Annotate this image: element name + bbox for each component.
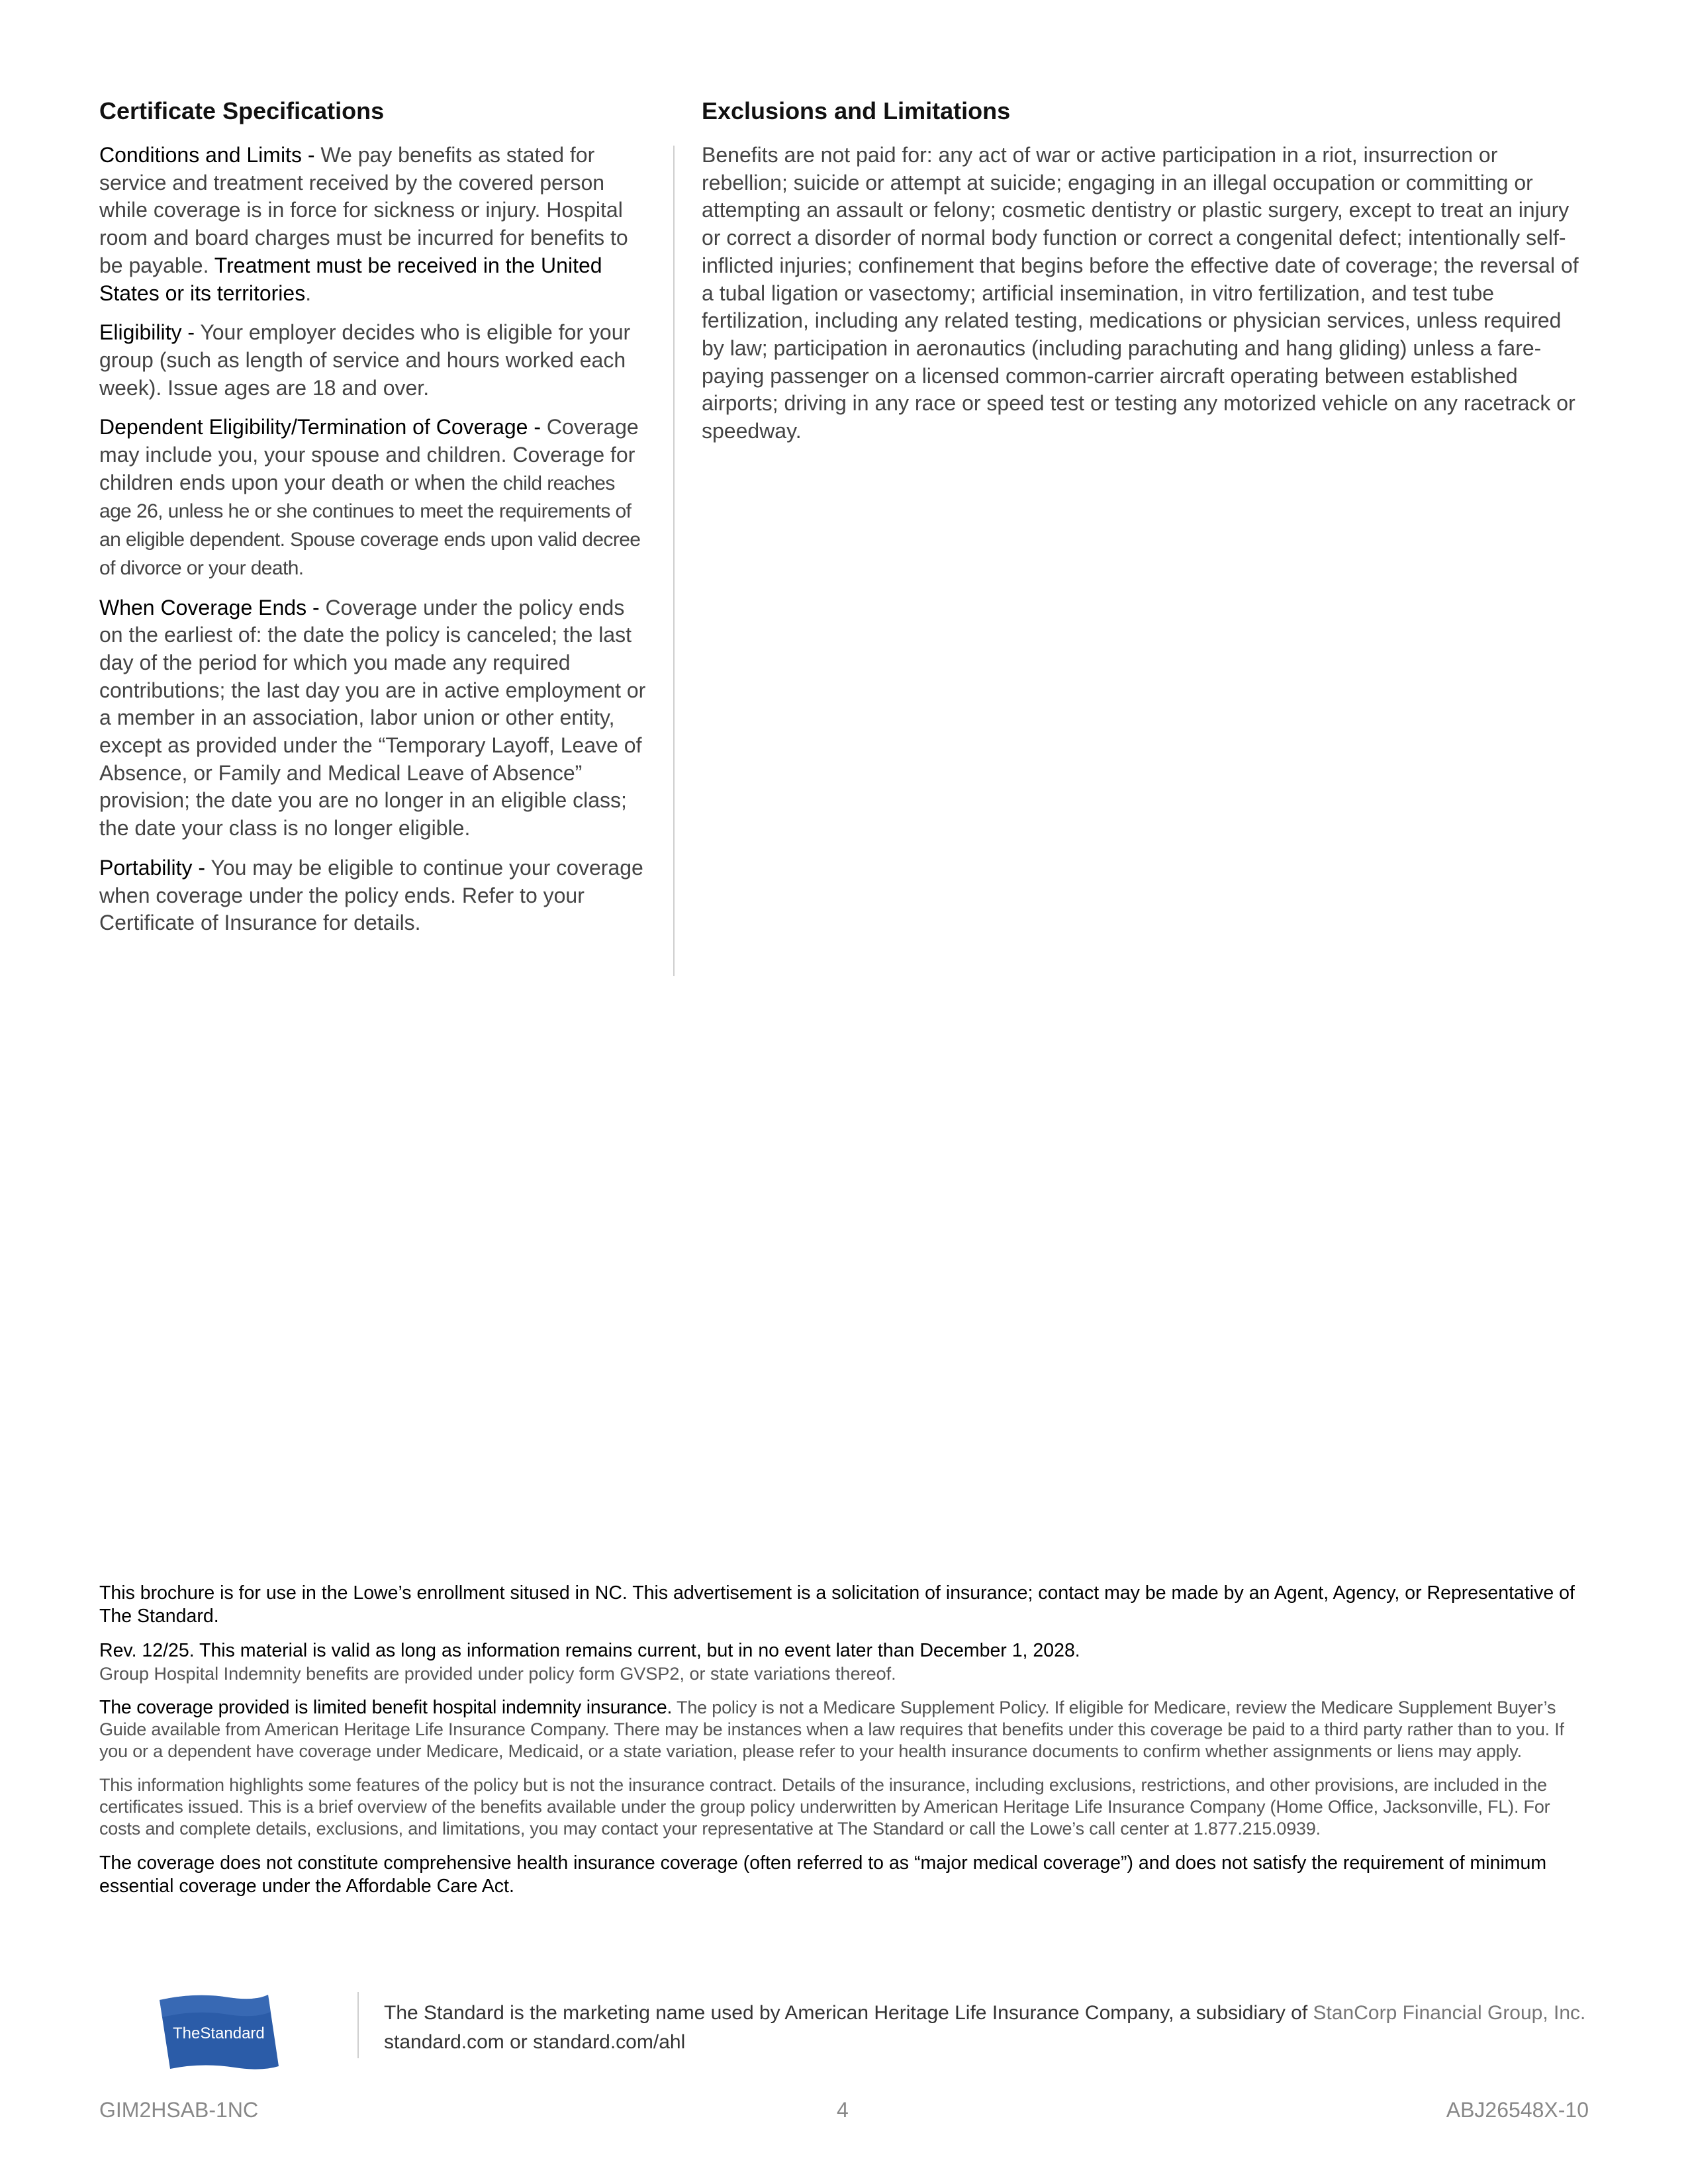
section-title-exclusions-and-limitations: Exclusions and Limitations bbox=[702, 97, 1011, 124]
logo-wordmark: TheStandard bbox=[173, 2025, 265, 2042]
brochure-use-notice: This brochure is for use in the Lowe’s enrollment sitused in NC. This advertisement is a solicitation of insurance; contact may be made by an Agent, Agency, or Representative of The Standard. bbox=[99, 1582, 1575, 1627]
conditions-and-limits-emphasis: Treatment must be received in the United States or its territories bbox=[99, 253, 602, 305]
eligibility-paragraph bbox=[99, 319, 649, 402]
brand-divider bbox=[357, 1992, 359, 2058]
certificate-specifications-section bbox=[99, 93, 649, 949]
aca-notice: The coverage does not constitute comprehensive health insurance coverage (often referred to as “major medical coverage”) and does not satisfy the requirement of minimum essential coverage under the Affordable Care Act. bbox=[99, 1852, 1547, 1897]
column-divider bbox=[673, 146, 675, 976]
coverage-notice-lead: The coverage provided is limited benefit hospital indemnity insurance. bbox=[99, 1697, 673, 1718]
coverage-notice-body: The policy is not a Medicare Supplement Policy. If eligible for Medicare, review the Medicare Supplement Buyer’s Guide available from American Heritage Life Insurance Company. There may be instances when a law requires that benefits under this coverage be paid to a third party rather than to you. If you or a dependent have coverage under Medicare, Medicaid, or a state variation, please refer to your health insurance documents to confirm whether assignments or liens may apply. bbox=[99, 1698, 1564, 1761]
footer-form-code: GIM2HSAB-1NC bbox=[99, 2098, 259, 2122]
conditions-and-limits-tail: . bbox=[305, 281, 312, 305]
coverage-notice bbox=[99, 1697, 1589, 1762]
brand-description bbox=[384, 1999, 1589, 2057]
exclusions-and-limitations-section bbox=[702, 93, 1589, 457]
legal-disclaimer bbox=[99, 1582, 1589, 1909]
portability-paragraph bbox=[99, 854, 649, 937]
footer-document-code: ABJ26548X-10 bbox=[1446, 2098, 1589, 2122]
brand-parent-company: StanCorp Financial Group, Inc. bbox=[1313, 2002, 1586, 2024]
brand-marketing-text: The Standard is the marketing name used by American Heritage Life Insurance Company, a subsidiary of bbox=[384, 2002, 1313, 2024]
revision-notice bbox=[99, 1639, 1589, 1685]
when-coverage-ends-paragraph bbox=[99, 594, 649, 842]
conditions-and-limits-paragraph bbox=[99, 142, 649, 307]
eligibility-body: Your employer decides who is eligible for your group (such as length of service and hours worked each week). Issue ages are 18 and over. bbox=[99, 320, 631, 400]
the-standard-logo bbox=[156, 1992, 288, 2071]
when-coverage-ends-lead: When Coverage Ends - bbox=[99, 595, 326, 619]
eligibility-lead: Eligibility - bbox=[99, 320, 201, 345]
portability-body: You may be eligible to continue your coverage when coverage under the policy ends. Refer to your Certificate of Insurance for details. bbox=[99, 855, 643, 935]
brand-websites: standard.com or standard.com/ahl bbox=[384, 2031, 686, 2053]
when-coverage-ends-body: Coverage under the policy ends on the earliest of: the date the policy is canceled; the last day of the period for which you made any required contributions; the last day you are in active employment or a member in an association, labor union or other entity, except as provided under the “Temporary Layoff, Leave of Absence, or Family and Medical Leave of Absence” provision; the date you are no longer in an eligible class; the date your class is no longer eligible. bbox=[99, 595, 646, 841]
exclusions-body: Benefits are not paid for: any act of war or active participation in a riot, insurrection or rebellion; suicide or attempt at suicide; engaging in an illegal occupation or committing or attempting an assault or felony; cosmetic dentistry or plastic surgery, except to treat an injury or correct a disorder of normal body function or correct a congenital defect; intentionally self-inflicted injuries; confinement that begins before the effective date of coverage; the reversal of a tubal ligation or vasectomy; artificial insemination, in vitro fertilization, and test tube fertilization, including any related testing, medications or physician services, unless required by law; participation in aeronautics (including parachuting and hang gliding) unless a fare-paying passenger on a licensed common-carrier aircraft operating between established airports; driving in any race or speed test or testing any motorized vehicle on any racetrack or speedway. bbox=[702, 143, 1579, 443]
dependent-eligibility-paragraph bbox=[99, 414, 649, 582]
policy-form-text: Group Hospital Indemnity benefits are provided under policy form GVSP2, or state variations thereof. bbox=[99, 1663, 896, 1684]
revision-valid-text: Rev. 12/25. This material is valid as long as information remains current, but in no event later than December 1, 2028. bbox=[99, 1640, 1080, 1661]
conditions-and-limits-lead: Conditions and Limits - bbox=[99, 143, 321, 167]
portability-lead: Portability - bbox=[99, 855, 211, 880]
page-number: 4 bbox=[837, 2098, 849, 2122]
dependent-eligibility-body-2: the child reaches age 26, unless he or she continues to meet the requirements of an eligible dependent. Spouse coverage ends upon valid decree of divorce or your death. bbox=[99, 472, 641, 579]
policy-overview-notice: This information highlights some features of the policy but is not the insurance contract. Details of the insurance, including exclusions, restrictions, and other provisions, are included in the certificates issued. This is a brief overview of the benefits available under the group policy underwritten by American Heritage Life Insurance Company (Home Office, Jacksonville, FL). For costs and complete details, exclusions, and limitations, you may contact your representative at The Standard or call the Lowe’s call center at 1.877.215.0939. bbox=[99, 1775, 1550, 1839]
section-title-certificate-specifications: Certificate Specifications bbox=[99, 97, 385, 124]
dependent-eligibility-lead: Dependent Eligibility/Termination of Coverage - bbox=[99, 415, 547, 439]
brand-bar bbox=[99, 1992, 1589, 2065]
conditions-and-limits-body: We pay benefits as stated for service and treatment received by the covered person while coverage is in force for sickness or injury. Hospital room and board charges must be incurred for benefits to be payable. bbox=[99, 143, 628, 277]
dependent-eligibility-body-1: Coverage may include you, your spouse and children. Coverage for children ends upon your death or when bbox=[99, 415, 639, 494]
